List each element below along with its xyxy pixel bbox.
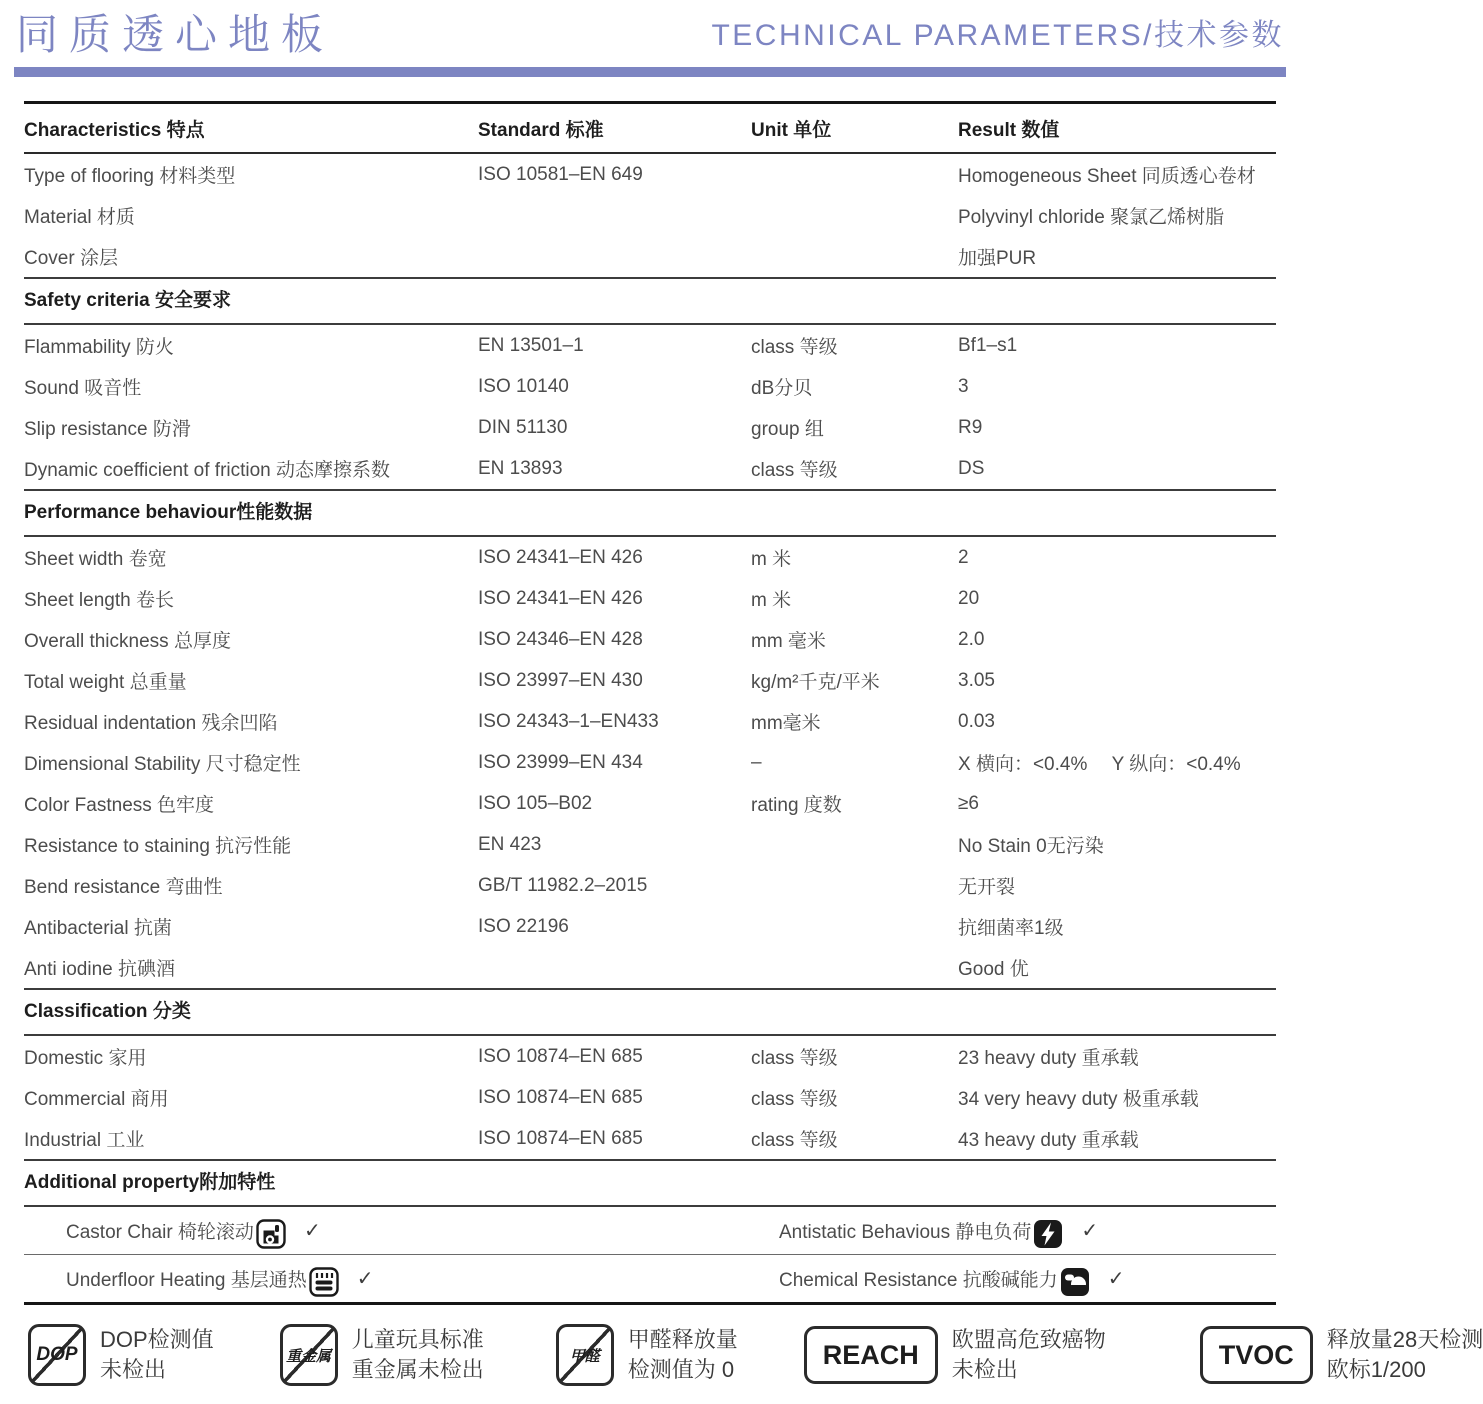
checkmark: ✓ (356, 1268, 374, 1290)
cell-characteristic: Dimensional Stability 尺寸稳定性 (24, 754, 301, 775)
cell-unit: rating 度数 (751, 795, 842, 816)
cell-result: X 横向：<0.4% Y 纵向：<0.4% (958, 754, 1241, 775)
additional-label: Chemical Resistance 抗酸碱能力 (779, 1270, 1058, 1291)
cell-result: DS (958, 457, 985, 479)
cell-characteristic: Slip resistance 防滑 (24, 419, 191, 440)
cell-characteristic: Overall thickness 总厚度 (24, 631, 231, 652)
badge-tvoc (1200, 1325, 1483, 1384)
col-header-standard: Standard 标准 (478, 119, 604, 141)
cell-result: Good 优 (958, 959, 1029, 980)
additional-label: Underfloor Heating 基层通热 (66, 1270, 307, 1291)
cell-standard: ISO 10140 (478, 375, 569, 397)
additional-item-underfloor-heating (24, 1264, 779, 1294)
cell-standard: ISO 105–B02 (478, 792, 593, 814)
cell-unit: m 米 (751, 549, 792, 570)
cell-result: Homogeneous Sheet 同质透心卷材 (958, 166, 1256, 187)
cell-characteristic: Cover 涂层 (24, 248, 118, 269)
table-row (24, 1036, 1276, 1077)
table-header-row (24, 104, 1276, 154)
section-title: Performance behaviour性能数据 (24, 502, 313, 523)
cell-characteristic: Color Fastness 色牢度 (24, 795, 215, 816)
cell-result: 2.0 (958, 628, 985, 650)
table-row (24, 824, 1276, 865)
cell-unit: class 等级 (751, 1130, 838, 1151)
cell-characteristic: Dynamic coefficient of friction 动态摩擦系数 (24, 460, 391, 481)
badge-dop-text: DOP检测值 未检出 (100, 1327, 214, 1382)
cell-standard: ISO 23999–EN 434 (478, 751, 643, 773)
reach-badge-icon: REACH (804, 1326, 938, 1384)
cell-unit: class 等级 (751, 460, 838, 481)
table-row (24, 619, 1276, 660)
table-row (24, 906, 1276, 947)
cell-unit: mm 毫米 (751, 631, 826, 652)
cell-characteristic: Residual indentation 残余凹陷 (24, 713, 278, 734)
cell-unit: – (751, 751, 762, 773)
additional-row-1 (24, 1207, 1276, 1254)
table-row (24, 537, 1276, 578)
badge-reach-text: 欧盟高危致癌物 未检出 (951, 1327, 1106, 1382)
cell-unit: mm毫米 (751, 713, 821, 734)
table-row (24, 660, 1276, 701)
heavy-metal-badge-icon: 重金属 (280, 1324, 338, 1386)
tvoc-badge-icon: TVOC (1200, 1326, 1313, 1384)
col-header-characteristics: Characteristics 特点 (24, 119, 205, 141)
checkmark: ✓ (1081, 1220, 1099, 1242)
table-row (24, 366, 1276, 407)
cell-unit: class 等级 (751, 337, 838, 358)
checkmark: ✓ (303, 1220, 321, 1242)
cell-result: 43 heavy duty 重承载 (958, 1130, 1139, 1151)
table-row (24, 701, 1276, 742)
dop-badge-icon: DOP (28, 1324, 86, 1386)
cell-unit: dB分贝 (751, 378, 813, 399)
table-body (24, 154, 1276, 1159)
badge-heavy-metal-text: 儿童玩具标准 重金属未检出 (351, 1327, 484, 1382)
cell-result: 0.03 (958, 710, 995, 732)
cell-unit: kg/m²千克/平米 (751, 672, 880, 693)
chemical-resistance-icon (1060, 1267, 1090, 1297)
table-row (24, 1077, 1276, 1118)
cell-standard: ISO 24343–1–EN433 (478, 710, 659, 732)
additional-item-antistatic (779, 1216, 1276, 1246)
cell-standard: GB/T 11982.2–2015 (478, 874, 648, 896)
additional-item-castor-chair (24, 1216, 779, 1246)
cell-standard: ISO 10874–EN 685 (478, 1045, 643, 1067)
cell-standard: ISO 22196 (478, 915, 569, 937)
table-row (24, 783, 1276, 824)
table-row (24, 1118, 1276, 1159)
table-row (24, 407, 1276, 448)
castor-chair-icon (256, 1219, 286, 1249)
badge-formaldehyde (556, 1324, 738, 1386)
certification-badges (0, 1324, 1483, 1386)
cell-characteristic: Type of flooring 材料类型 (24, 166, 236, 187)
cell-standard: EN 13893 (478, 457, 563, 479)
cell-characteristic: Domestic 家用 (24, 1048, 147, 1069)
table-row (24, 578, 1276, 619)
cell-characteristic: Material 材质 (24, 207, 135, 228)
cell-characteristic: Flammability 防火 (24, 337, 174, 358)
page-title: 同质透心地板 (16, 10, 335, 58)
cell-characteristic: Sheet length 卷长 (24, 590, 174, 611)
table-row (24, 325, 1276, 366)
checkmark: ✓ (1107, 1268, 1125, 1290)
cell-standard: ISO 23997–EN 430 (478, 669, 643, 691)
cell-result: 34 very heavy duty 极重承载 (958, 1089, 1199, 1110)
table-row (24, 742, 1276, 783)
formaldehyde-badge-icon: 甲醛 (556, 1324, 614, 1386)
badge-heavy-metal (280, 1324, 484, 1386)
cell-result: Bf1–s1 (958, 334, 1018, 356)
cell-unit: group 组 (751, 419, 824, 440)
cell-standard: EN 13501–1 (478, 334, 584, 356)
col-header-unit: Unit 单位 (751, 119, 832, 141)
cell-unit: m 米 (751, 590, 792, 611)
table-row (24, 865, 1276, 906)
underfloor-heating-icon (309, 1267, 339, 1297)
cell-result: 加强PUR (958, 248, 1037, 269)
section-header-row (24, 988, 1276, 1036)
cell-result: R9 (958, 416, 983, 438)
cell-characteristic: Antibacterial 抗菌 (24, 918, 172, 939)
cell-result: ≥6 (958, 792, 979, 814)
badge-formaldehyde-text: 甲醛释放量 检测值为 0 (627, 1327, 738, 1382)
accent-bar (14, 67, 1286, 77)
section-title: Safety criteria 安全要求 (24, 290, 231, 311)
spec-table (24, 101, 1276, 1159)
cell-standard: ISO 10874–EN 685 (478, 1127, 643, 1149)
additional-property-grid (24, 1207, 1276, 1305)
table-row (24, 947, 1276, 988)
table-row (24, 448, 1276, 489)
cell-standard: ISO 10581–EN 649 (478, 163, 643, 185)
badge-dop (28, 1324, 214, 1386)
cell-result: 无开裂 (958, 877, 1016, 898)
cell-result: 3.05 (958, 669, 995, 691)
section-title: Classification 分类 (24, 1001, 191, 1022)
cell-characteristic: Sound 吸音性 (24, 378, 142, 399)
cell-characteristic: Industrial 工业 (24, 1130, 145, 1151)
section-header-row (24, 489, 1276, 537)
section-header-additional: Additional property附加特性 (24, 1159, 1276, 1207)
page-header (0, 0, 1300, 58)
cell-standard: ISO 24341–EN 426 (478, 587, 643, 609)
cell-standard: ISO 24346–EN 428 (478, 628, 643, 650)
cell-result: 20 (958, 587, 980, 609)
table-row (24, 236, 1276, 277)
additional-item-chemical-resistance (779, 1264, 1276, 1294)
additional-label: Castor Chair 椅轮滚动 (66, 1222, 254, 1243)
cell-characteristic: Bend resistance 弯曲性 (24, 877, 223, 898)
cell-unit: class 等级 (751, 1089, 838, 1110)
page-subtitle: TECHNICAL PARAMETERS/技术参数 (711, 19, 1284, 52)
cell-unit: class 等级 (751, 1048, 838, 1069)
cell-characteristic: Total weight 总重量 (24, 672, 187, 693)
cell-standard: ISO 24341–EN 426 (478, 546, 643, 568)
additional-label: Antistatic Behavious 静电负荷 (779, 1222, 1032, 1243)
cell-result: 2 (958, 546, 969, 568)
cell-result: No Stain 0无污染 (958, 836, 1104, 857)
cell-result: 抗细菌率1级 (958, 918, 1064, 939)
section-header-row (24, 277, 1276, 325)
antistatic-icon (1033, 1219, 1063, 1249)
cell-standard: DIN 51130 (478, 416, 568, 438)
cell-characteristic: Anti iodine 抗碘酒 (24, 959, 176, 980)
table-row (24, 154, 1276, 195)
badge-reach (804, 1325, 1106, 1384)
cell-standard: EN 423 (478, 833, 542, 855)
cell-standard: ISO 10874–EN 685 (478, 1086, 643, 1108)
col-header-result: Result 数值 (958, 119, 1060, 141)
cell-characteristic: Commercial 商用 (24, 1089, 169, 1110)
cell-result: 23 heavy duty 重承载 (958, 1048, 1139, 1069)
cell-characteristic: Resistance to staining 抗污性能 (24, 836, 292, 857)
cell-characteristic: Sheet width 卷宽 (24, 549, 167, 570)
badge-tvoc-text: 释放量28天检测 欧标1/200 (1326, 1327, 1483, 1382)
additional-row-2 (24, 1254, 1276, 1302)
cell-result: Polyvinyl chloride 聚氯乙烯树脂 (958, 207, 1225, 228)
cell-result: 3 (958, 375, 969, 397)
table-row (24, 195, 1276, 236)
